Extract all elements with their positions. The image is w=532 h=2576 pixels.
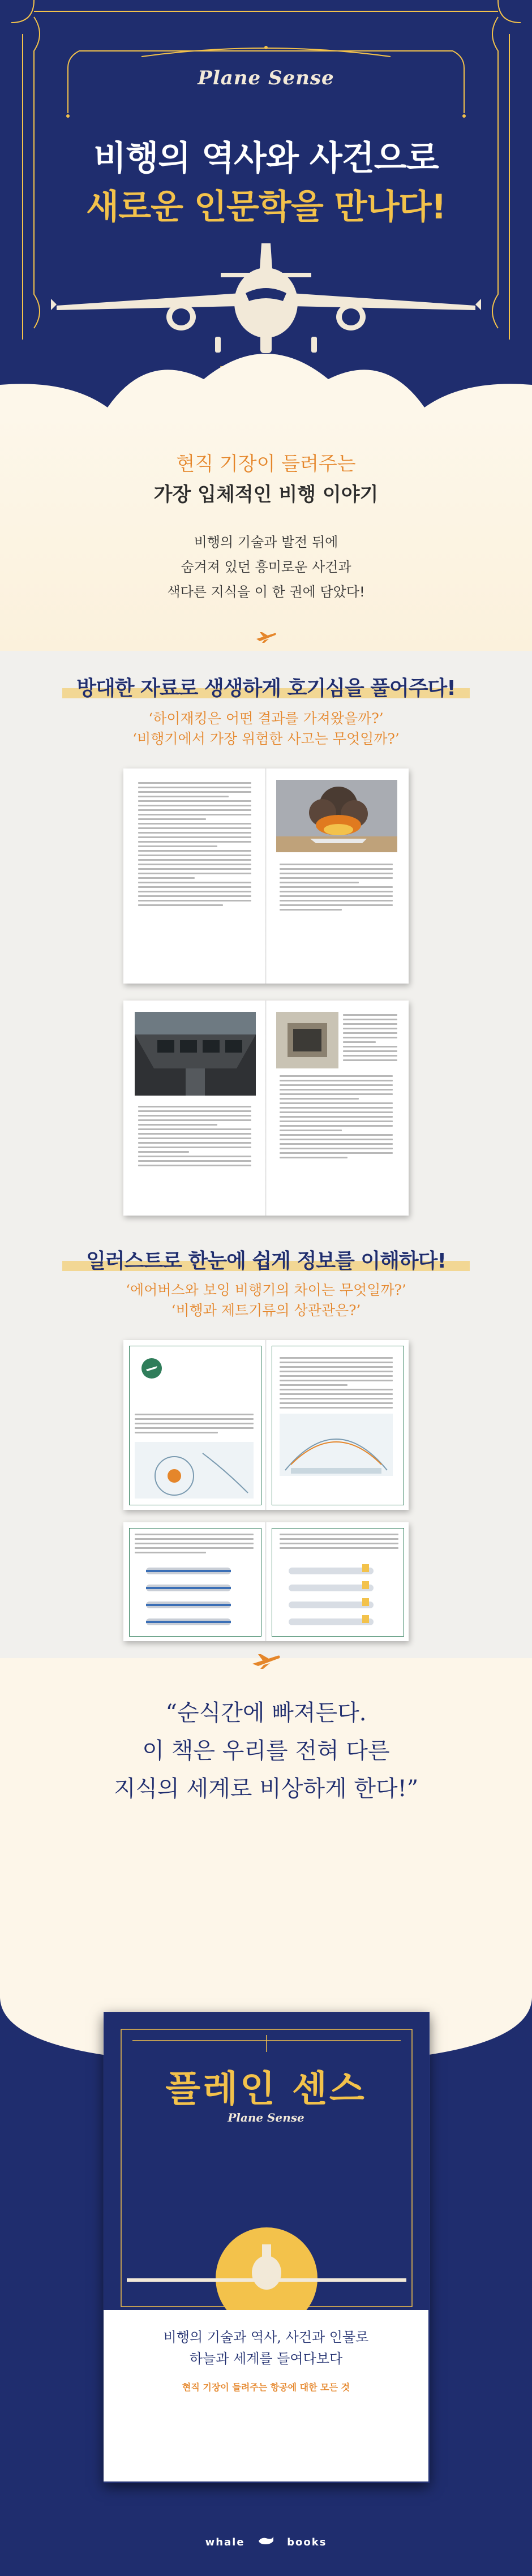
intro-paragraph-line2: 숨겨져 있던 흥미로운 사건과 <box>181 559 351 575</box>
hero-title-line2: 새로운 인문학을 만나다! <box>86 187 446 227</box>
spread2-left-text <box>138 1106 251 1169</box>
hero-label: Plane Sense <box>198 67 334 89</box>
spread2-right-text <box>280 1075 393 1161</box>
explosion-photo <box>276 780 397 852</box>
cover-band-line2: 하늘과 세계를 들여다보다 <box>189 2351 343 2367</box>
spread1-left-text <box>138 782 251 909</box>
section1-heading: 방대한 자료로 생생하게 호기심을 풀어주다! <box>76 677 456 700</box>
plane-icon <box>251 1652 281 1669</box>
quote-line3: 지식의 세계로 비상하게 한다!” <box>113 1776 419 1802</box>
intro-paragraph-line1: 비행의 기술과 발전 뒤에 <box>194 534 338 550</box>
hero-title-line1: 비행의 역사와 사건으로 <box>93 139 439 178</box>
spread4-right-text <box>280 1534 398 1552</box>
boeing-illustrations <box>283 1562 391 1630</box>
spread2-right-top-text <box>343 1014 397 1064</box>
chapter-badge-icon <box>140 1357 163 1380</box>
section1-heading-wrap <box>0 672 532 701</box>
book-spread-3 <box>123 1340 409 1510</box>
cover-band-line3: 현직 기장이 들려주는 항공에 대한 모든 것 <box>182 2382 350 2393</box>
book-spread-1 <box>123 768 409 984</box>
publisher-logo <box>0 2535 532 2548</box>
intro-headline: 가장 입체적인 비행 이야기 <box>153 483 379 506</box>
cover-title: 플레인 센스 <box>165 2068 367 2110</box>
cover-band-line1: 비행의 기술과 역사, 사건과 인물로 <box>163 2329 369 2345</box>
section1-question1: ‘하이재킹은 어떤 결과를 가져왔을까?’ <box>148 710 384 727</box>
cockpit-photo <box>135 1012 256 1096</box>
quote-line1: “순식간에 빠져든다. <box>165 1700 367 1726</box>
cloud-divider <box>0 317 532 413</box>
spread1-right-text <box>280 864 393 913</box>
spread3-left-text <box>135 1414 254 1436</box>
book-spread-4 <box>123 1522 409 1641</box>
publisher-right: books <box>287 2536 327 2548</box>
spread4-left-text <box>135 1534 254 1556</box>
intro-headline-accent: 현직 기장이 들려주는 <box>176 453 356 475</box>
cover-subtitle-en: Plane Sense <box>228 2111 304 2124</box>
jetstream-illustration <box>280 1414 393 1476</box>
section2-question1: ‘에어버스와 보잉 비행기의 차이는 무엇일까?’ <box>126 1282 406 1298</box>
airbus-illustrations <box>140 1562 248 1630</box>
hero-section <box>0 0 532 413</box>
section2-heading: 일러스트로 한눈에 쉽게 정보를 이해하다! <box>86 1250 446 1273</box>
section2-question2: ‘비행과 제트기류의 상관관은?’ <box>171 1302 361 1319</box>
section1-question2: ‘비행기에서 가장 위험한 사고는 무엇일까?’ <box>132 731 400 747</box>
publisher-left: whale <box>205 2536 245 2548</box>
intro-paragraph-line3: 색다른 지식을 이 한 권에 담았다! <box>167 584 365 600</box>
section2-heading-wrap <box>0 1245 532 1274</box>
intro-section <box>0 413 532 651</box>
spread3-right-text <box>280 1357 393 1411</box>
whale-icon <box>258 2535 274 2548</box>
book-spread-2 <box>123 1001 409 1216</box>
quote-line2: 이 책은 우리를 전혀 다른 <box>142 1738 390 1764</box>
cabin-photo <box>276 1012 338 1068</box>
spreads-section <box>0 651 532 1658</box>
globe-illustration <box>135 1442 254 1499</box>
plane-icon <box>255 631 277 643</box>
